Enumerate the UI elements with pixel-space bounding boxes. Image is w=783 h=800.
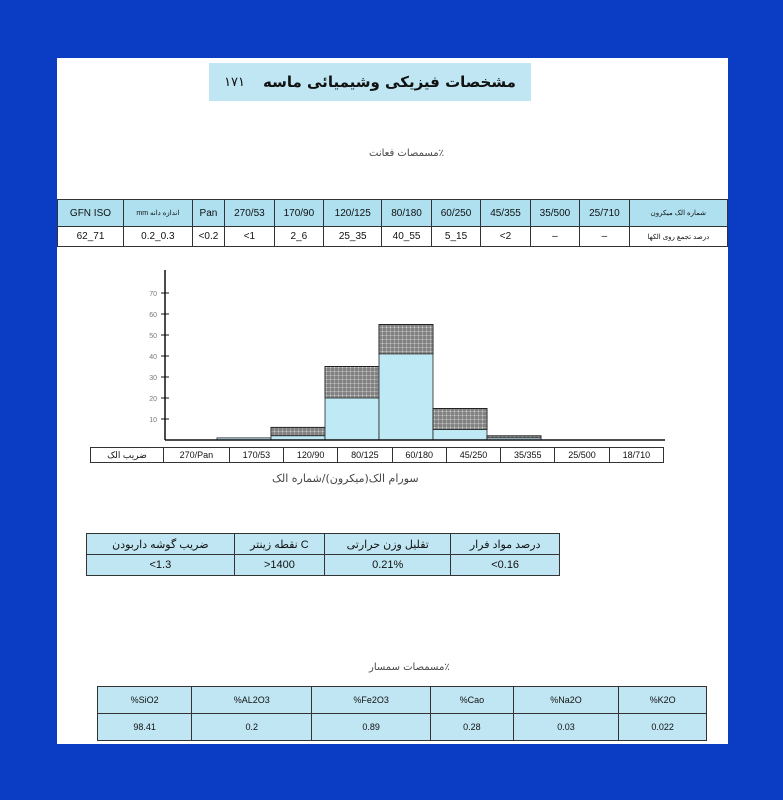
chemical-table xyxy=(97,686,707,741)
grading-value-cell: 5_15 xyxy=(431,227,480,247)
chemical-heading: مسمصات سمسار٪ xyxy=(369,662,450,673)
property-header-cell: نقطه زینتر C xyxy=(234,534,324,555)
grading-header-cell: mm اندازه دانه xyxy=(123,200,192,227)
title-banner xyxy=(209,63,531,101)
grading-header-cell: 60/250 xyxy=(431,200,480,227)
chemical-header-cell: %Na2O xyxy=(513,687,619,714)
x-tick-label: 80/125 xyxy=(338,448,392,463)
grading-header-cell: 270/53 xyxy=(225,200,274,227)
x-tick-label: 45/250 xyxy=(446,448,500,463)
page-title: مشخصات فیزیکی وشیمیائی ماسه xyxy=(263,73,516,91)
grading-value-cell: <0.2 xyxy=(192,227,224,247)
x-tick-label: 270/Pan xyxy=(164,448,230,463)
y-tick-label: 50 xyxy=(149,333,157,340)
x-tick-label: 18/710 xyxy=(609,448,663,463)
chemical-value-cell: 0.2 xyxy=(192,714,312,741)
grading-value-cell: – xyxy=(530,227,579,247)
properties-value-row xyxy=(87,555,560,576)
property-header-cell: تقلیل وزن حرارتی xyxy=(325,534,451,555)
property-value-cell: <1.3 xyxy=(87,555,235,576)
grading-header-cell: Pan xyxy=(192,200,224,227)
chemical-value-cell: 0.89 xyxy=(312,714,431,741)
properties-header-row xyxy=(87,534,560,555)
sieve-axis-table xyxy=(90,447,664,463)
grading-header-cell: 45/355 xyxy=(481,200,530,227)
grading-header-cell: 35/500 xyxy=(530,200,579,227)
chart-x-axis-title: سورام الک(میکرون)/شماره الک xyxy=(272,472,419,485)
document-page xyxy=(57,58,728,744)
x-tick-label: 120/90 xyxy=(283,448,337,463)
grading-header-row xyxy=(58,200,728,227)
chemical-header-cell: %AL2O3 xyxy=(192,687,312,714)
grading-header-cell: GFN ISO xyxy=(58,200,124,227)
property-value-cell: 0.21% xyxy=(325,555,451,576)
chemical-header-cell: %K2O xyxy=(619,687,707,714)
chemical-header-cell: %SiO2 xyxy=(98,687,192,714)
upper-range-bar xyxy=(271,427,325,435)
y-tick-label: 20 xyxy=(149,396,157,403)
grain-distribution-chart xyxy=(135,268,675,458)
grading-header-cell: 80/180 xyxy=(382,200,431,227)
grading-table xyxy=(57,199,728,247)
chemical-value-cell: 0.03 xyxy=(513,714,619,741)
properties-table xyxy=(86,533,560,576)
x-tick-label: 170/53 xyxy=(229,448,283,463)
chemical-header-row xyxy=(98,687,707,714)
y-tick-label: 70 xyxy=(149,291,157,298)
x-tick-label: 35/355 xyxy=(501,448,555,463)
upper-range-bar xyxy=(325,367,379,399)
property-value-cell: <0.16 xyxy=(451,555,560,576)
histogram-svg xyxy=(135,268,675,458)
grading-value-cell: 0.2_0.3 xyxy=(123,227,192,247)
chemical-value-row xyxy=(98,714,707,741)
chemical-header-cell: %Fe2O3 xyxy=(312,687,431,714)
grading-value-cell: 62_71 xyxy=(58,227,124,247)
grading-header-cell: 120/125 xyxy=(324,200,382,227)
property-header-cell: درصد مواد فرار xyxy=(451,534,560,555)
grading-value-row xyxy=(58,227,728,247)
grading-value-cell: درصد تجمع روی الکها xyxy=(629,227,727,247)
grading-header-cell: 25/710 xyxy=(580,200,629,227)
grading-value-cell: 25_35 xyxy=(324,227,382,247)
chemical-value-cell: 98.41 xyxy=(98,714,192,741)
property-value-cell: >1400 xyxy=(234,555,324,576)
grading-value-cell: – xyxy=(580,227,629,247)
upper-range-bar xyxy=(379,325,433,354)
lower-range-bar xyxy=(325,398,379,440)
chemical-header-cell: %Cao xyxy=(430,687,513,714)
grading-value-cell: 2_6 xyxy=(274,227,323,247)
y-tick-label: 30 xyxy=(149,375,157,382)
page-number: ۱۷۱ xyxy=(224,74,246,90)
y-tick-label: 10 xyxy=(149,417,157,424)
y-tick-label: 40 xyxy=(149,354,157,361)
sieve-axis-label: ضریب الک xyxy=(91,448,164,463)
grading-header-cell: 170/90 xyxy=(274,200,323,227)
x-tick-label: 25/500 xyxy=(555,448,609,463)
y-tick-label: 60 xyxy=(149,312,157,319)
grading-value-cell: 40_55 xyxy=(382,227,431,247)
grading-header-cell: شماره الک میکرون xyxy=(629,200,727,227)
grading-value-cell: <1 xyxy=(225,227,274,247)
lower-range-bar xyxy=(433,430,487,441)
x-tick-label: 60/180 xyxy=(392,448,446,463)
grading-value-cell: <2 xyxy=(481,227,530,247)
lower-range-bar xyxy=(379,354,433,440)
chemical-value-cell: 0.28 xyxy=(430,714,513,741)
upper-range-bar xyxy=(433,409,487,430)
property-header-cell: ضریب گوشه داربودن xyxy=(87,534,235,555)
granulation-heading: مسمصات فعانت٪ xyxy=(369,148,444,159)
chemical-value-cell: 0.022 xyxy=(619,714,707,741)
